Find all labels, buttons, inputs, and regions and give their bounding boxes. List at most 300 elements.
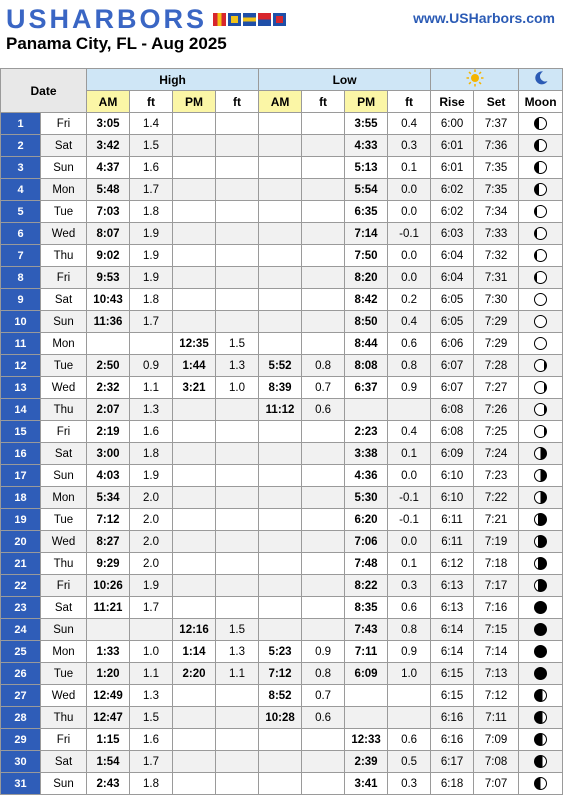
low-pm-height: 0.0 [388,201,431,223]
low-pm-time: 3:41 [345,773,388,795]
low-pm-height: 0.9 [388,377,431,399]
low-am-time [259,267,302,289]
day-number: 23 [1,597,41,619]
high-am-height: 1.9 [130,465,173,487]
low-am-time [259,751,302,773]
high-pm-time [173,267,216,289]
high-am-height: 2.0 [130,553,173,575]
set-header: Set [474,91,519,113]
high-am-time: 4:37 [87,157,130,179]
sun-header [431,69,519,91]
high-pm-time [173,135,216,157]
low-am-height [302,267,345,289]
low-am-height [302,179,345,201]
low-am-height [302,487,345,509]
low-am-height [302,311,345,333]
flag-icon [213,13,226,26]
moon-phase-icon [534,315,547,328]
moon-phase-cell [519,311,563,333]
moon-phase-cell [519,773,563,795]
low-pm-height: 0.1 [388,157,431,179]
low-am-time: 8:39 [259,377,302,399]
high-am-time: 11:21 [87,597,130,619]
sunrise-time: 6:09 [431,443,474,465]
day-of-week: Fri [41,421,87,443]
low-am-time [259,575,302,597]
low-pm-time [345,685,388,707]
table-row [1,157,563,179]
low-pm-height [388,399,431,421]
high-pm-height: 1.5 [216,333,259,355]
low-pm-time: 2:23 [345,421,388,443]
moon-phase-cell [519,267,563,289]
low-pm-height: 0.3 [388,135,431,157]
table-row [1,663,563,685]
low-pm-time: 8:50 [345,311,388,333]
sunrise-time: 6:10 [431,487,474,509]
low-pm-time: 8:35 [345,597,388,619]
high-pm-height [216,443,259,465]
high-pm-height [216,509,259,531]
low-pm-height: 0.2 [388,289,431,311]
day-number: 17 [1,465,41,487]
high-am-height: 1.8 [130,201,173,223]
day-of-week: Wed [41,223,87,245]
high-am-time [87,333,130,355]
sunrise-time: 6:07 [431,377,474,399]
day-number: 4 [1,179,41,201]
day-of-week: Sun [41,619,87,641]
low-pm-time: 3:38 [345,443,388,465]
tide-table-body [1,113,563,795]
table-row [1,443,563,465]
high-pm-height [216,597,259,619]
high-am-height: 1.6 [130,421,173,443]
high-am-height: 1.3 [130,685,173,707]
day-number: 20 [1,531,41,553]
day-of-week: Tue [41,509,87,531]
moon-phase-cell [519,113,563,135]
low-am-time [259,135,302,157]
high-am-time: 3:05 [87,113,130,135]
low-am-time [259,113,302,135]
sunset-time: 7:15 [474,619,519,641]
high-am-time: 8:27 [87,531,130,553]
rise-header: Rise [431,91,474,113]
high-am-time: 2:50 [87,355,130,377]
moon-phase-icon [534,579,547,592]
sunrise-time: 6:05 [431,311,474,333]
high-pm-time [173,399,216,421]
table-row [1,575,563,597]
moon-phase-cell [519,223,563,245]
high-pm-height [216,223,259,245]
high-pm-time [173,289,216,311]
table-row [1,509,563,531]
high-am-height: 2.0 [130,531,173,553]
high-am-ft-header: ft [130,91,173,113]
high-am-height: 1.7 [130,597,173,619]
low-pm-time: 5:30 [345,487,388,509]
high-pm-height [216,553,259,575]
high-am-time: 7:12 [87,509,130,531]
high-am-height: 1.9 [130,223,173,245]
low-am-height [302,575,345,597]
high-am-height: 1.8 [130,443,173,465]
crescent-moon-icon [533,70,549,86]
high-pm-time [173,245,216,267]
high-am-time: 5:34 [87,487,130,509]
day-of-week: Sun [41,773,87,795]
high-am-time: 10:26 [87,575,130,597]
day-number: 30 [1,751,41,773]
low-am-time [259,179,302,201]
low-pm-height: 0.9 [388,641,431,663]
low-pm-height: 0.4 [388,311,431,333]
moon-phase-cell [519,487,563,509]
low-pm-height: 0.5 [388,751,431,773]
low-pm-height: 0.6 [388,729,431,751]
table-row [1,773,563,795]
moon-phase-cell [519,553,563,575]
moon-phase-cell [519,377,563,399]
low-am-time: 10:28 [259,707,302,729]
moon-phase-icon [534,777,547,790]
day-of-week: Thu [41,245,87,267]
low-pm-height: 0.8 [388,355,431,377]
moon-phase-cell [519,509,563,531]
sunset-time: 7:19 [474,531,519,553]
low-pm-time: 7:14 [345,223,388,245]
day-of-week: Sat [41,135,87,157]
high-am-height: 1.6 [130,729,173,751]
sunrise-time: 6:05 [431,289,474,311]
sunrise-time: 6:11 [431,531,474,553]
sunrise-time: 6:13 [431,597,474,619]
day-of-week: Sat [41,751,87,773]
high-pm-time [173,773,216,795]
day-number: 31 [1,773,41,795]
sunrise-time: 6:00 [431,113,474,135]
sunrise-time: 6:02 [431,201,474,223]
sunset-time: 7:07 [474,773,519,795]
day-of-week: Mon [41,333,87,355]
logo-text: USHARBORS [6,4,208,34]
low-am-header: AM [259,91,302,113]
high-am-height: 1.7 [130,179,173,201]
low-pm-height: 0.3 [388,773,431,795]
moon-phase-icon [534,183,547,196]
low-pm-height: -0.1 [388,509,431,531]
sunset-time: 7:22 [474,487,519,509]
high-pm-height: 1.3 [216,641,259,663]
high-am-time: 3:42 [87,135,130,157]
moon-phase-cell [519,531,563,553]
low-am-time: 5:52 [259,355,302,377]
high-am-time: 8:07 [87,223,130,245]
table-row [1,267,563,289]
moon-phase-icon [534,205,547,218]
low-am-height [302,201,345,223]
sunrise-time: 6:15 [431,685,474,707]
low-pm-height: -0.1 [388,223,431,245]
high-am-time: 5:48 [87,179,130,201]
moon-phase-icon [534,469,547,482]
high-am-height [130,333,173,355]
moon-phase-icon [534,139,547,152]
day-of-week: Thu [41,707,87,729]
high-am-height: 1.5 [130,135,173,157]
high-am-header: AM [87,91,130,113]
high-pm-time [173,685,216,707]
low-pm-time: 6:37 [345,377,388,399]
low-am-time [259,289,302,311]
high-pm-time: 1:44 [173,355,216,377]
moon-phase-cell [519,399,563,421]
moon-phase-cell [519,751,563,773]
low-am-time [259,201,302,223]
moon-phase-icon [534,447,547,460]
low-pm-height [388,685,431,707]
moon-phase-cell [519,421,563,443]
low-pm-time: 6:35 [345,201,388,223]
low-pm-time: 8:20 [345,267,388,289]
low-pm-time: 8:08 [345,355,388,377]
low-am-height [302,509,345,531]
sunrise-time: 6:14 [431,641,474,663]
sunset-time: 7:08 [474,751,519,773]
table-row [1,707,563,729]
day-number: 5 [1,201,41,223]
low-am-height: 0.9 [302,641,345,663]
day-number: 7 [1,245,41,267]
table-row [1,619,563,641]
moon-phase-cell [519,289,563,311]
sunset-time: 7:16 [474,597,519,619]
low-am-time [259,531,302,553]
sunset-time: 7:21 [474,509,519,531]
high-pm-time [173,707,216,729]
high-am-height: 1.7 [130,751,173,773]
low-am-time [259,773,302,795]
high-am-height: 1.4 [130,113,173,135]
low-am-height [302,333,345,355]
day-number: 13 [1,377,41,399]
sunset-time: 7:17 [474,575,519,597]
day-number: 26 [1,663,41,685]
high-pm-time [173,509,216,531]
high-pm-time [173,113,216,135]
moon-phase-cell [519,729,563,751]
day-of-week: Wed [41,377,87,399]
high-pm-height: 1.3 [216,355,259,377]
day-number: 22 [1,575,41,597]
sunset-time: 7:25 [474,421,519,443]
high-pm-time: 1:14 [173,641,216,663]
low-am-time [259,729,302,751]
high-am-time: 1:15 [87,729,130,751]
low-am-time [259,245,302,267]
high-pm-height [216,311,259,333]
low-pm-time: 8:42 [345,289,388,311]
moon-phase-cell [519,245,563,267]
high-am-time: 1:20 [87,663,130,685]
sunset-time: 7:13 [474,663,519,685]
moon-phase-cell [519,355,563,377]
low-am-height: 0.6 [302,707,345,729]
moon-phase-cell [519,201,563,223]
high-pm-height [216,245,259,267]
date-header: Date [1,69,87,113]
low-pm-height: 0.0 [388,465,431,487]
sunrise-time: 6:06 [431,333,474,355]
day-of-week: Fri [41,729,87,751]
high-am-height: 1.1 [130,377,173,399]
high-pm-time [173,553,216,575]
low-pm-height: 0.6 [388,597,431,619]
low-pm-time: 4:33 [345,135,388,157]
moon-phase-icon [534,601,547,614]
table-row [1,487,563,509]
high-am-time: 2:43 [87,773,130,795]
high-am-time: 12:49 [87,685,130,707]
day-of-week: Wed [41,531,87,553]
day-number: 25 [1,641,41,663]
low-am-ft-header: ft [302,91,345,113]
moon-phase-icon [534,359,547,372]
high-pm-time [173,201,216,223]
flag-icon [243,13,256,26]
high-pm-time [173,223,216,245]
high-am-time: 9:29 [87,553,130,575]
high-pm-height [216,685,259,707]
high-am-time: 11:36 [87,311,130,333]
low-am-height [302,597,345,619]
high-pm-height [216,399,259,421]
moon-phase-icon [534,733,547,746]
day-number: 18 [1,487,41,509]
sunrise-time: 6:14 [431,619,474,641]
low-am-time: 11:12 [259,399,302,421]
low-am-height [302,773,345,795]
low-pm-time: 7:06 [345,531,388,553]
low-am-time [259,509,302,531]
low-pm-time: 5:13 [345,157,388,179]
moon-phase-icon [534,755,547,768]
moon-phase-cell [519,333,563,355]
high-pm-time [173,311,216,333]
high-pm-time: 12:35 [173,333,216,355]
day-number: 27 [1,685,41,707]
low-pm-height: 0.8 [388,619,431,641]
table-row [1,355,563,377]
day-number: 15 [1,421,41,443]
table-row [1,641,563,663]
day-number: 24 [1,619,41,641]
low-am-time [259,157,302,179]
high-pm-time [173,597,216,619]
day-number: 29 [1,729,41,751]
low-am-time [259,465,302,487]
day-of-week: Sun [41,465,87,487]
low-pm-time: 7:48 [345,553,388,575]
high-pm-height [216,421,259,443]
sunrise-time: 6:16 [431,729,474,751]
high-am-height: 1.0 [130,641,173,663]
low-pm-time: 12:33 [345,729,388,751]
high-am-height: 2.0 [130,509,173,531]
low-am-height [302,729,345,751]
day-of-week: Mon [41,179,87,201]
low-am-time: 7:12 [259,663,302,685]
day-of-week: Mon [41,487,87,509]
high-pm-time: 12:16 [173,619,216,641]
site-link[interactable]: www.USHarbors.com [413,10,555,26]
high-am-time: 3:00 [87,443,130,465]
table-row [1,399,563,421]
low-pm-time [345,399,388,421]
moon-header-cell [519,69,563,91]
moon-phase-icon [534,667,547,680]
day-number: 19 [1,509,41,531]
moon-phase-icon [534,403,547,416]
high-pm-time [173,751,216,773]
day-number: 3 [1,157,41,179]
page-title: Panama City, FL - Aug 2025 [6,34,227,53]
high-pm-height [216,465,259,487]
high-pm-time [173,487,216,509]
sunset-time: 7:30 [474,289,519,311]
page-header [0,0,565,62]
table-row [1,465,563,487]
moon-phase-cell [519,157,563,179]
day-number: 16 [1,443,41,465]
moon-phase-icon [534,381,547,394]
moon-phase-icon [534,337,547,350]
high-pm-height [216,729,259,751]
sunset-time: 7:14 [474,641,519,663]
low-am-height [302,619,345,641]
sunrise-time: 6:02 [431,179,474,201]
high-am-height: 1.3 [130,399,173,421]
sunset-time: 7:33 [474,223,519,245]
flag-icon [258,13,271,26]
low-am-time [259,311,302,333]
moon-phase-icon [534,161,547,174]
sunrise-time: 6:04 [431,267,474,289]
table-row [1,201,563,223]
moon-phase-icon [534,689,547,702]
low-pm-height: 0.0 [388,267,431,289]
low-am-height [302,113,345,135]
high-pm-height: 1.5 [216,619,259,641]
day-number: 28 [1,707,41,729]
high-pm-height: 1.0 [216,377,259,399]
low-am-height [302,531,345,553]
day-number: 1 [1,113,41,135]
low-am-time [259,553,302,575]
low-header: Low [259,69,431,91]
low-am-time [259,421,302,443]
day-of-week: Tue [41,201,87,223]
table-row [1,377,563,399]
low-am-height [302,135,345,157]
high-am-time: 9:02 [87,245,130,267]
sunset-time: 7:24 [474,443,519,465]
table-row [1,751,563,773]
sunset-time: 7:26 [474,399,519,421]
low-pm-time [345,707,388,729]
